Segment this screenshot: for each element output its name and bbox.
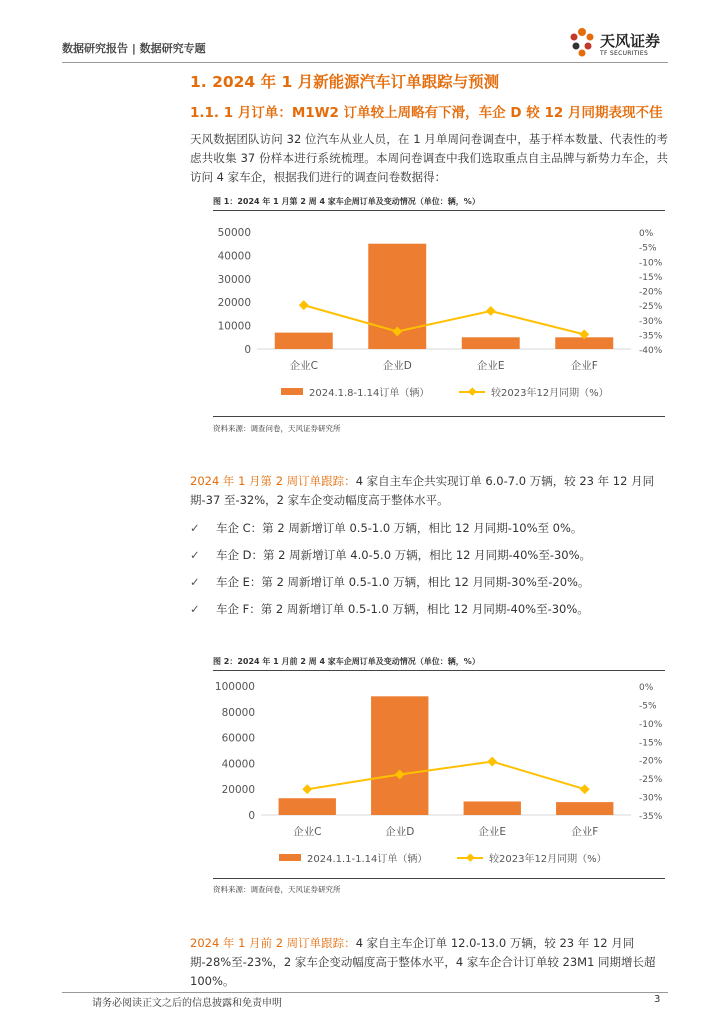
y2-axis-tick-label: -35% [639, 812, 663, 822]
check-icon: ✓ [190, 575, 200, 589]
legend-label: 较2023年12月同期（%） [489, 854, 607, 865]
week2-summary-body: 4 家自主车企共实现订单 6.0-7.0 万辆，较 23 年 12 月同期-37 至-32%，2 家车企变动幅度高于整体水平。 [190, 474, 655, 507]
figure2-title: 图 2：2024 年 1 月前 2 周 4 家车企周订单及变动情况（单位：辆，%） [213, 657, 480, 666]
bullet-text: 车企 F：第 2 周新增订单 0.5-1.0 万辆，相比 12 月同期-40%至-30%。 [216, 602, 589, 616]
report-header: 数据研究报告 | 数据研究专题 [62, 42, 206, 55]
y-axis-tick-label: 30000 [217, 273, 251, 286]
figure2-chart [213, 676, 665, 872]
figure2-top-rule [213, 670, 665, 671]
week2-summary [190, 472, 668, 510]
check-icon: ✓ [190, 521, 200, 535]
bullet-text: 车企 E：第 2 周新增订单 0.5-1.0 万辆，相比 12 月同期-30%至-20%。 [216, 575, 590, 589]
bar [464, 801, 521, 815]
figure2-bottom-rule [213, 878, 665, 879]
x-axis-tick-label: 企业C [293, 826, 322, 838]
bullet-item [190, 547, 591, 563]
y2-axis-tick-label: -15% [639, 272, 663, 283]
intro-paragraph: 天风数据团队访问 32 位汽车从业人员，在 1 月单周问卷调查中，基于样本数量、代表性的考虑共收集 37 份样本进行系统梳理。本周问卷调查中我们选取重点自主品牌与新势力车企，共访问 4 家车企，根据我们进行的调查问卷数据得： [190, 132, 668, 184]
first-two-weeks-summary-lead: 2024 年 1 月前 2 周订单跟踪： [190, 936, 356, 950]
x-axis-tick-label: 企业E [478, 826, 507, 838]
y2-axis-tick-label: -25% [639, 775, 663, 786]
legend-label: 较2023年12月同期（%） [491, 388, 609, 399]
y-axis-tick-label: 0 [248, 810, 255, 822]
y-axis-tick-label: 40000 [217, 250, 251, 263]
y2-axis-tick-label: -10% [639, 258, 663, 269]
bar [371, 696, 428, 815]
figure2-source: 资料来源：调查问卷，天风证券研究所 [213, 885, 341, 894]
y2-axis-tick-label: -30% [639, 793, 663, 804]
y2-axis-tick-label: -10% [639, 719, 663, 730]
line-point [302, 784, 312, 794]
y-axis-tick-label: 10000 [217, 320, 251, 333]
y2-axis-tick-label: -15% [639, 738, 663, 749]
logo-brand-name: 天风证券 [600, 32, 661, 50]
bullet-text: 车企 D：第 2 周新增订单 4.0-5.0 万辆，相比 12 月同期-40%至-30%。 [216, 548, 592, 562]
bullet-text: 车企 C：第 2 周新增订单 0.5-1.0 万辆，相比 12 月同期-10%至 0%。 [216, 521, 583, 535]
y-axis-tick-label: 60000 [221, 732, 255, 745]
first-two-weeks-summary [190, 934, 668, 991]
check-icon: ✓ [190, 548, 200, 562]
x-axis-tick-label: 企业F [570, 360, 598, 372]
figure1-bottom-rule [213, 416, 665, 417]
y-axis-tick-label: 80000 [221, 706, 255, 719]
x-axis-tick-label: 企业C [289, 360, 318, 372]
y2-axis-tick-label: -20% [639, 287, 663, 298]
x-axis-tick-label: 企业D [382, 360, 412, 372]
logo-sub-name: TF SECURITIES [600, 50, 649, 57]
y-axis-tick-label: 20000 [221, 784, 255, 797]
figure1-title: 图 1：2024 年 1 月第 2 周 4 家车企周订单及变动情况（单位：辆，%） [213, 197, 480, 206]
y2-axis-tick-label: -40% [639, 346, 663, 356]
y2-axis-tick-label: 0% [639, 683, 654, 693]
legend-label: 2024.1.8-1.14订单（辆） [309, 388, 430, 399]
bar [275, 333, 333, 349]
series-line [304, 305, 585, 334]
figure1-top-rule [213, 210, 665, 211]
x-axis-tick-label: 企业E [476, 360, 505, 372]
y2-axis-tick-label: -5% [639, 243, 657, 254]
figure1-chart [213, 218, 665, 408]
y2-axis-tick-label: -30% [639, 316, 663, 327]
first-two-weeks-summary-body: 4 家自主车企订单 12.0-13.0 万辆，较 23 年 12 月同期-28%至-23%，2 家车企变动幅度高于整体水平，4 家车企合计订单较 23M1 同期增长超 100%。 [190, 936, 656, 988]
y-axis-tick-label: 40000 [221, 758, 255, 771]
legend-label: 2024.1.1-1.14订单（辆） [307, 854, 428, 865]
x-axis-tick-label: 企业F [571, 826, 599, 838]
y2-axis-tick-label: -5% [639, 701, 657, 712]
line-point [486, 306, 496, 316]
logo-flower-icon [566, 26, 598, 60]
bar [279, 798, 336, 815]
week2-summary-lead: 2024 年 1 月第 2 周订单跟踪： [190, 474, 356, 488]
footer-divider [62, 992, 668, 993]
legend-swatch-marker [466, 853, 474, 861]
legend-swatch-marker [468, 387, 476, 395]
company-logo [566, 26, 676, 62]
header-divider [62, 62, 668, 63]
check-icon: ✓ [190, 602, 200, 616]
line-point [299, 300, 309, 310]
y-axis-tick-label: 0 [244, 344, 251, 356]
y-axis-tick-label: 50000 [217, 227, 251, 239]
bar [556, 802, 613, 815]
footer-disclaimer: 请务必阅读正文之后的信息披露和免责申明 [92, 998, 282, 1009]
series-line [307, 762, 585, 790]
section-heading: 1. 2024 年 1 月新能源汽车订单跟踪与预测 [190, 73, 500, 91]
page-number: 3 [654, 994, 661, 1005]
y-axis-tick-label: 100000 [214, 681, 255, 693]
x-axis-tick-label: 企业D [385, 826, 415, 838]
figure1-source: 资料来源：调查问卷，天风证券研究所 [213, 424, 341, 433]
line-point [580, 784, 590, 794]
y2-axis-tick-label: -20% [639, 756, 663, 767]
legend-swatch-bar [281, 388, 303, 395]
y2-axis-tick-label: -25% [639, 302, 663, 313]
bullet-item [190, 601, 589, 617]
bullet-item [190, 574, 589, 590]
subsection-heading: 1.1. 1 月订单：M1W2 订单较上周略有下滑，车企 D 较 12 月同期表现不佳 [190, 105, 663, 121]
bullet-item [190, 520, 582, 536]
y2-axis-tick-label: 0% [639, 229, 654, 239]
legend-swatch-bar [279, 854, 301, 861]
line-point [487, 757, 497, 767]
y-axis-tick-label: 20000 [217, 297, 251, 310]
y2-axis-tick-label: -35% [639, 331, 663, 342]
bar [462, 337, 520, 349]
